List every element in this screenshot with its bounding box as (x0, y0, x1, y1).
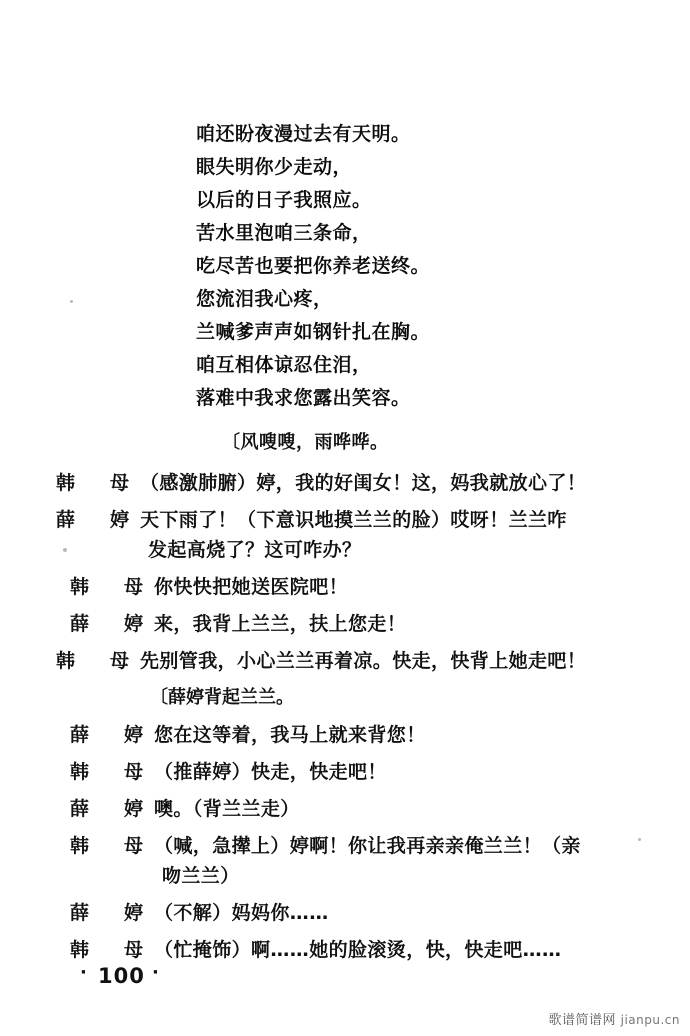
speech-text (154, 572, 656, 602)
speech-continuation: 发起高烧了？这可咋办？ (148, 539, 362, 561)
speech-main: 来，我背上兰兰，扶上您走！ (154, 613, 407, 635)
speech-main: 先别管我，小心兰兰再着凉。快走，快背上她走吧！ (140, 650, 587, 672)
dialogue-row (56, 646, 656, 676)
footer-dot-right: · (152, 962, 159, 983)
speech-main: （推薛婷）快走，快走吧！ (154, 761, 387, 783)
speaker-name: 韩 母 (70, 761, 152, 783)
speech-main: 你快快把她送医院吧！ (154, 576, 349, 598)
stage-direction: 〔薛婷背起兰兰。 (150, 687, 294, 708)
speech-text (140, 505, 656, 565)
page-number: 100 (98, 964, 145, 988)
speaker-name: 薛 婷 (56, 509, 138, 531)
speaker-name: 韩 母 (70, 835, 152, 857)
verse-line: 落难中我求您露出笑容。 (196, 387, 411, 409)
verse-line: 咱互相体谅忍住泪， (196, 354, 372, 376)
dialogue-row (56, 572, 656, 602)
dialogue-row (56, 794, 656, 824)
speech-main: 您在这等着，我马上就来背您！ (154, 724, 426, 746)
verse-line: 吃尽苦也要把你养老送终。 (196, 255, 431, 277)
speech-main: （忙掩饰）啊……她的脸滚烫，快，快走吧…… (154, 939, 562, 961)
dialogue-row (56, 720, 656, 750)
speech-text (154, 720, 656, 750)
verse-line: 眼失明你少走动， (196, 156, 353, 178)
verse-line: 兰喊爹声声如钢针扎在胸。 (196, 321, 431, 343)
speech-text (154, 794, 656, 824)
footer-dot-left: · (80, 962, 87, 983)
stage-direction: 〔风嗖嗖，雨哗哗。 (222, 432, 389, 453)
watermark (548, 1009, 680, 1028)
speech-text (154, 609, 656, 639)
verse-line: 咱还盼夜漫过去有天明。 (196, 123, 411, 145)
speech-text (154, 757, 656, 787)
dialogue-row (56, 757, 656, 787)
speech-main: 噢。（背兰兰走） (154, 798, 300, 820)
speaker-name: 薛 婷 (70, 902, 152, 924)
speech-continuation: 吻兰兰） (162, 865, 240, 887)
speech-main: （不解）妈妈你…… (154, 902, 329, 924)
dialogue-row (56, 831, 656, 891)
dialogue-row (56, 898, 656, 928)
speech-text (140, 468, 656, 498)
speaker-name: 薛 婷 (70, 724, 152, 746)
speaker-name: 薛 婷 (70, 798, 152, 820)
stage-spacer (56, 683, 140, 713)
verse-block (196, 118, 636, 415)
stage-direction-row (56, 683, 656, 713)
speaker-name: 薛 婷 (70, 613, 152, 635)
verse-line: 以后的日子我照应。 (196, 189, 372, 211)
scan-speck (70, 300, 73, 303)
dialogue-block (56, 468, 656, 972)
dialogue-row (56, 505, 656, 565)
dialogue-row (56, 935, 656, 965)
speech-main: 天下雨了！（下意识地摸兰兰的脸）哎呀！兰兰咋 (140, 509, 567, 531)
speech-main: （喊，急撵上）婷啊！你让我再亲亲俺兰兰！（亲 (154, 835, 581, 857)
speaker-name: 韩 母 (56, 472, 138, 494)
verse-line: 苦水里泡咱三条命， (196, 222, 372, 244)
speech-text (154, 898, 656, 928)
speech-text (154, 935, 656, 965)
speaker-name: 韩 母 (70, 576, 152, 598)
speaker-name: 韩 母 (56, 650, 138, 672)
verse-line: 您流泪我心疼， (196, 288, 333, 310)
watermark-site: 歌谱简谱网 (548, 1013, 616, 1028)
speech-main: （感激肺腑）婷，我的好闺女！这，妈我就放心了！ (140, 472, 587, 494)
speaker-name: 韩 母 (70, 939, 152, 961)
dialogue-row (56, 609, 656, 639)
speech-text (140, 646, 656, 676)
speech-text (154, 831, 656, 891)
dialogue-row (56, 468, 656, 498)
watermark-url: jianpu.cn (620, 1013, 680, 1027)
